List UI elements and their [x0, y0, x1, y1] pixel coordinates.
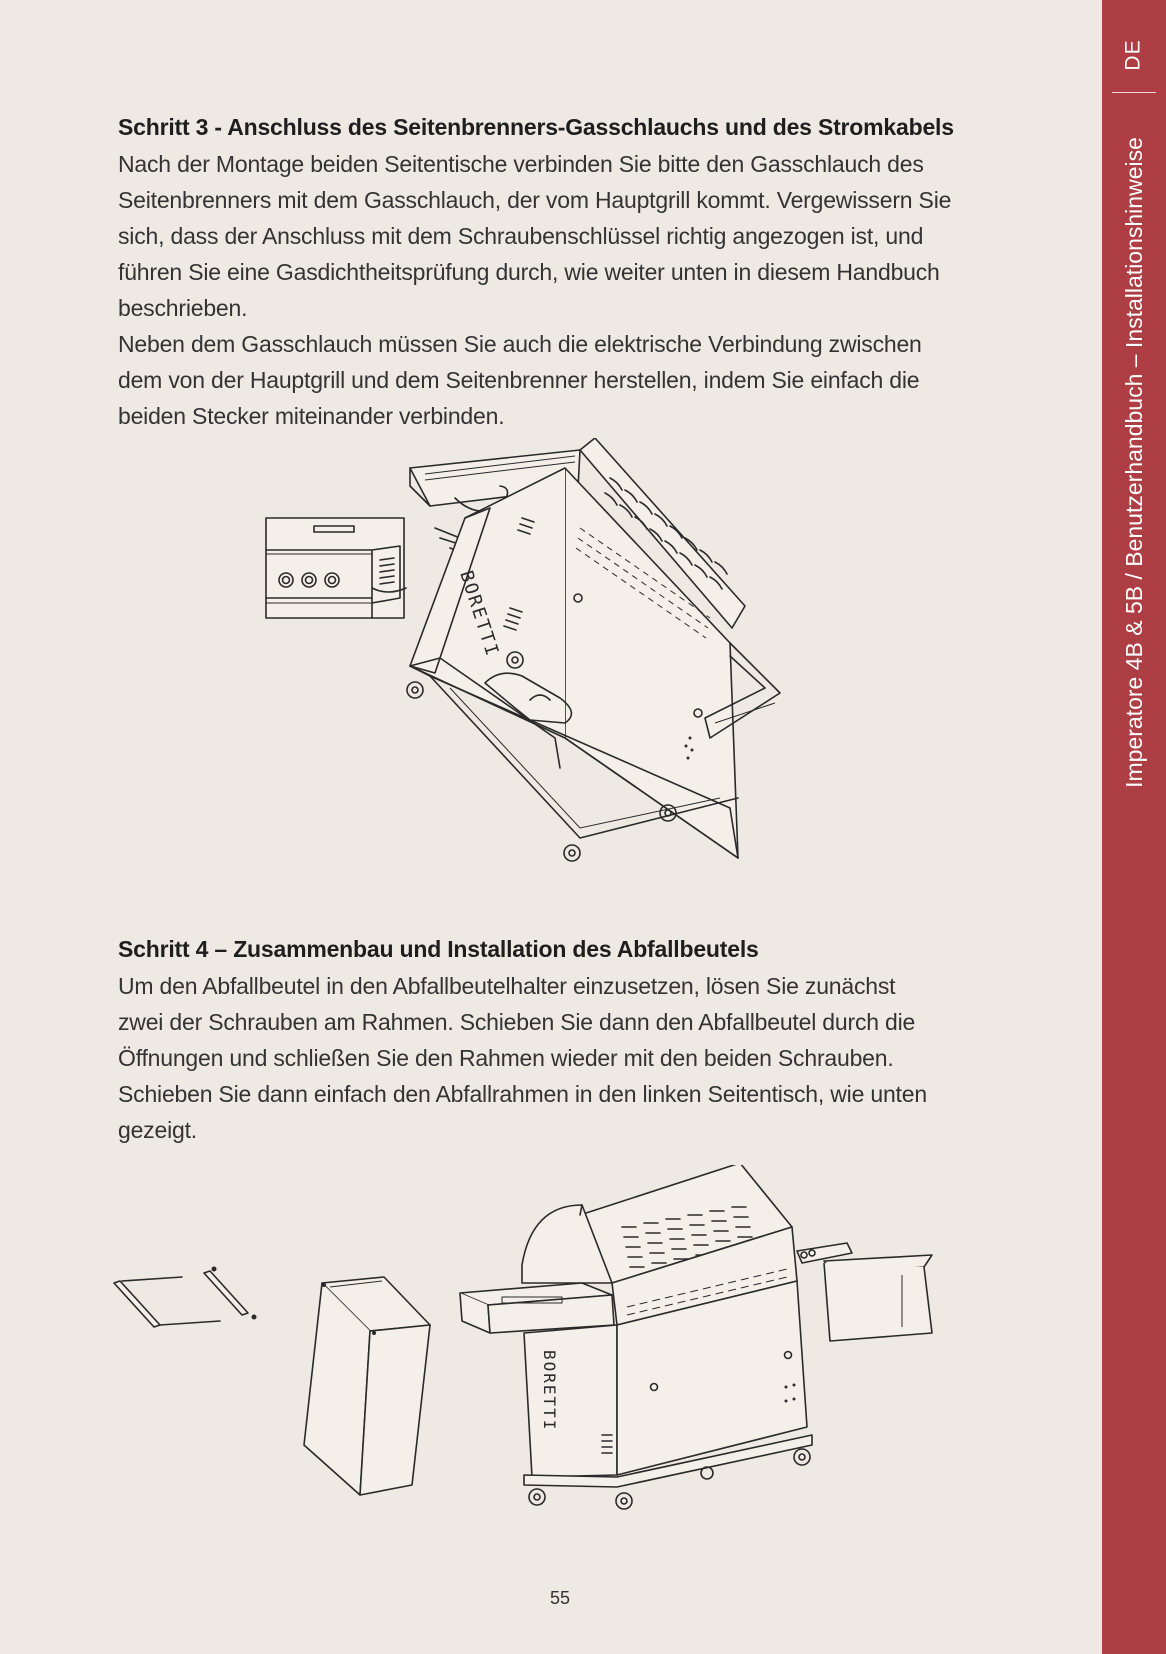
sidebar-title: Imperatore 4B & 5B / Benutzerhandbuch – Installationshinweise [1120, 137, 1147, 788]
sidebar-divider [1112, 92, 1156, 93]
frame-rails [114, 1267, 257, 1328]
detail-inset [266, 518, 406, 618]
waste-bag [304, 1277, 430, 1495]
language-label: DE [1122, 39, 1145, 71]
step4-line: zwei der Schrauben am Rahmen. Schieben Sie dann den Abfallbeutel durch die [118, 1009, 916, 1035]
step4-line: Öffnungen und schließen Sie den Rahmen wieder mit den beiden Schrauben. [118, 1045, 894, 1071]
step4-line: Schieben Sie dann einfach den Abfallrahmen in den linken Seitentisch, wie unten [118, 1081, 927, 1107]
sidebar-band [1102, 0, 1166, 1654]
step3-line: führen Sie eine Gasdichtheitsprüfung durch, wie weiter unten in diesem Handbuch [118, 259, 940, 285]
step3-line: Neben dem Gasschlauch müssen Sie auch die elektrische Verbindung zwischen [118, 331, 922, 357]
grill-body [460, 1165, 932, 1509]
step3-line: sich, dass der Anschluss mit dem Schraubenschlüssel richtig angezogen ist, und [118, 223, 924, 249]
step4-line: Um den Abfallbeutel in den Abfallbeutelhalter einzusetzen, lösen Sie zunächst [118, 973, 896, 999]
step3-line: Seitenbrenners mit dem Gasschlauch, der vom Hauptgrill kommt. Vergewissern Sie [118, 187, 952, 213]
step4-line: gezeigt. [118, 1117, 197, 1143]
step3-section [118, 108, 988, 434]
page-number: 55 [549, 1588, 571, 1608]
step3-line: beiden Stecker miteinander verbinden. [118, 403, 505, 429]
step3-heading: Schritt 3 - Anschluss des Seitenbrenners-Gasschlauchs und des Stromkabels [118, 114, 954, 140]
brand-label: BORETTI [540, 1350, 559, 1432]
waste-bag-illustration [112, 1165, 992, 1545]
step4-section [118, 930, 988, 1148]
step4-heading: Schritt 4 – Zusammenbau und Installation des Abfallbeutels [118, 936, 759, 962]
step3-line: Nach der Montage beiden Seitentische verbinden Sie bitte den Gasschlauch des [118, 151, 924, 177]
step3-line: dem von der Hauptgrill und dem Seitenbrenner herstellen, indem Sie einfach die [118, 367, 920, 393]
step3-line: beschrieben. [118, 295, 248, 321]
brand-label: BORETTI [455, 568, 503, 661]
grill-tilted-illustration [260, 438, 840, 908]
